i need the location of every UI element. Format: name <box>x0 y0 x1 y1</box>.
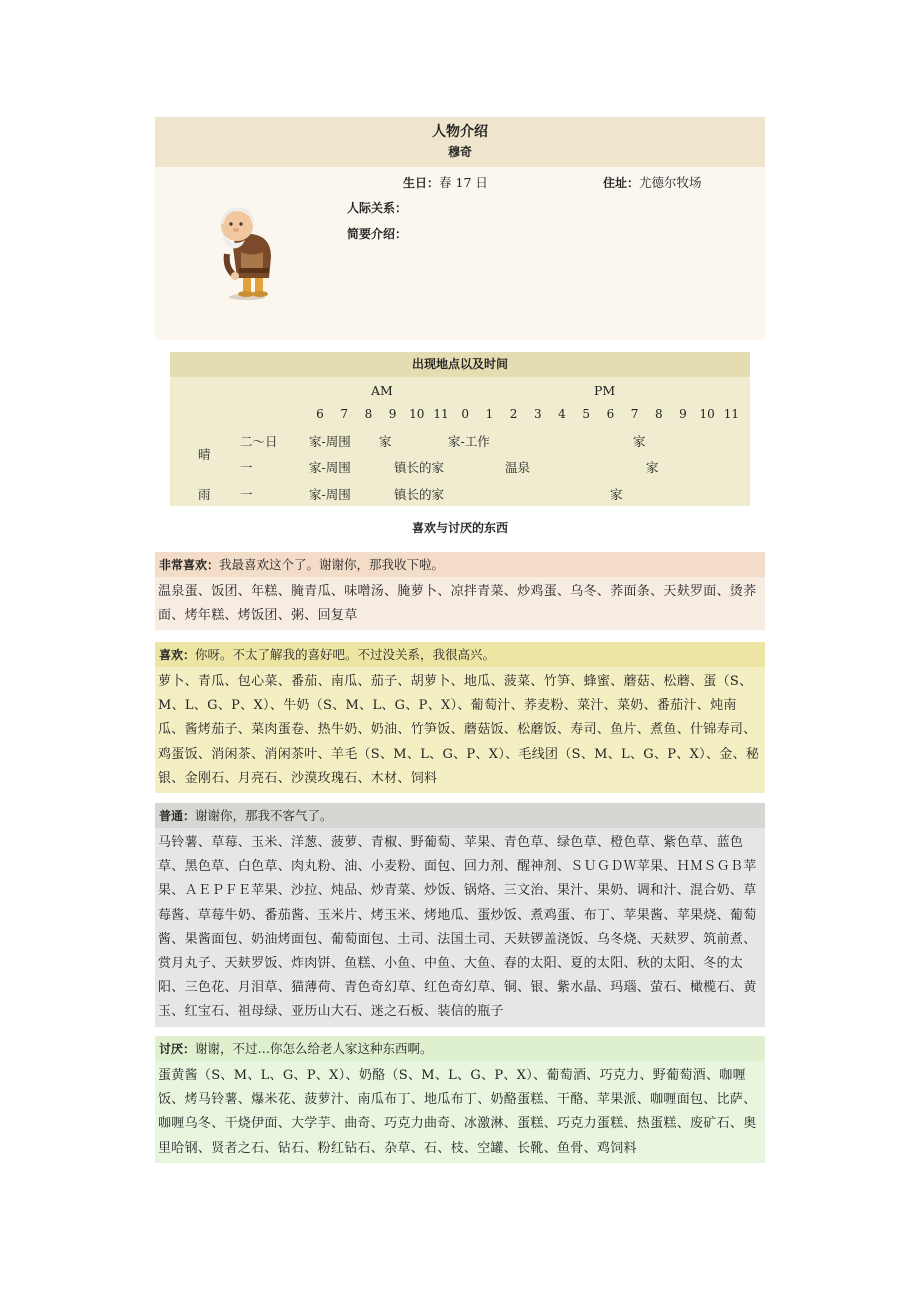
hour-label: 8 <box>364 407 373 421</box>
dislike-header <box>155 1036 765 1061</box>
hour-label: 1 <box>485 407 494 421</box>
schedule-slot: 家 <box>633 434 646 449</box>
relations-field <box>347 199 407 216</box>
schedule-days: 二～日 <box>240 434 278 449</box>
normal-items: 马铃薯、草莓、玉米、洋葱、菠萝、青椒、野葡萄、苹果、青色草、绿色草、橙色草、紫色草、蓝色草、黑色草、白色草、肉丸粉、油、小麦粉、面包、回力剂、醒神剂、ＳＵＧＤＷ苹果、ＨＭＳＧＢ苹果、ＡＥＰＦＥ苹果、沙拉、炖品、炒青菜、炒饭、锅烙、三文治、果汁、果奶、调和汁、混合奶、草莓酱、草莓牛奶、番茄酱、玉米片、烤玉米、烤地瓜、蛋炒饭、煮鸡蛋、布丁、苹果酱、苹果烧、葡萄酱、果酱面包、奶油烤面包、葡萄面包、土司、法国土司、天麸锣盖浇饭、乌冬烧、天麸罗、筑前煮、赏月丸子、天麸罗饭、炸肉饼、鱼糕、小鱼、中鱼、大鱼、春的太阳、夏的太阳、秋的太阳、冬的太阳、三色花、月泪草、猫薄荷、青色奇幻草、红色奇幻草、铜、银、紫水晶、玛瑙、萤石、橄榄石、黄玉、红宝石、祖母绿、亚历山大石、迷之石板、装信的瓶子 <box>155 828 765 1027</box>
like-quote: 你呀。不太了解我的喜好吧。不过没关系，我很高兴。 <box>195 647 496 662</box>
hour-label: 7 <box>630 407 639 421</box>
very-like-label: 非常喜欢： <box>159 558 220 572</box>
weather-rainy: 雨 <box>198 487 211 502</box>
schedule-slot: 家 <box>610 487 623 502</box>
hour-label: 2 <box>509 407 518 421</box>
hour-label: 11 <box>433 407 449 421</box>
hour-label: 9 <box>679 407 687 421</box>
profile-header <box>155 117 765 167</box>
hour-label: 10 <box>699 407 715 421</box>
pm-label: PM <box>594 383 616 398</box>
very-like-quote: 我最喜欢这个了。谢谢你，那我收下啦。 <box>219 557 445 572</box>
schedule-slot: 家-周围 <box>309 434 351 449</box>
schedule-title: 出现地点以及时间 <box>170 352 750 377</box>
schedule-table <box>170 352 750 506</box>
hour-label: 6 <box>316 407 324 421</box>
normal-section <box>155 803 765 1027</box>
very-like-header <box>155 552 765 577</box>
schedule-slot: 家 <box>646 460 659 475</box>
intro-label: 简要介绍： <box>347 227 408 241</box>
hour-label: 3 <box>533 407 542 421</box>
character-portrait <box>213 202 283 302</box>
dislike-quote: 谢谢，不过…你怎么给老人家这种东西啊。 <box>195 1041 433 1056</box>
very-like-items: 温泉蛋、饭团、年糕、腌青瓜、味噌汤、腌萝卜、凉拌青菜、炒鸡蛋、乌冬、荞面条、天麸罗面、烫荞面、烤年糕、烤饭团、粥、回复草 <box>155 577 765 630</box>
hour-label: 5 <box>582 407 590 421</box>
birthday-value: 春 17 日 <box>439 175 488 190</box>
am-label: AM <box>371 383 393 398</box>
hour-label: 10 <box>409 407 425 421</box>
like-items: 萝卜、青瓜、包心菜、番茄、南瓜、茄子、胡萝卜、地瓜、菠菜、竹笋、蜂蜜、蘑菇、松蘑、蛋（S、M、L、G、P、X）、牛奶（S、M、L、G、P、X）、葡萄汁、荞麦粉、菜汁、菜奶、番茄汁、炖南瓜、酱烤茄子、菜肉蛋卷、热牛奶、奶油、竹笋饭、蘑菇饭、松蘑饭、寿司、鱼片、煮鱼、什锦寿司、鸡蛋饭、消闲茶、消闲茶叶、羊毛（S、M、L、G、P、X）、毛线团（S、M、L、G、P、X）、金、秘银、金刚石、月亮石、沙漠玫瑰石、木材、饲料 <box>155 667 765 793</box>
hour-label: 9 <box>388 407 397 421</box>
very-like-section <box>155 552 765 630</box>
likes-section-title: 喜欢与讨厌的东西 <box>411 521 508 535</box>
schedule-slot: 家-周围 <box>309 460 351 475</box>
normal-label: 普通： <box>159 809 196 823</box>
hour-label: 0 <box>461 407 469 421</box>
normal-quote: 谢谢你，那我不客气了。 <box>195 808 333 823</box>
normal-header <box>155 803 765 828</box>
birthday-field <box>403 173 488 191</box>
hour-label: 7 <box>340 407 348 421</box>
dislike-items: 蛋黄酱（S、M、L、G、P、X）、奶酪（S、M、L、G、P、X）、葡萄酒、巧克力、野葡萄酒、咖喱饭、烤马铃薯、爆米花、菠萝汁、南瓜布丁、地瓜布丁、奶酪蛋糕、干酪、苹果派、咖喱面包、比萨、咖喱乌冬、干烧伊面、大学芋、曲奇、巧克力曲奇、冰激淋、蛋糕、巧克力蛋糕、热蛋糕、废矿石、奥里哈钢、贤者之石、钻石、粉红钻石、杂草、石、枝、空罐、长靴、鱼骨、鸡饲料 <box>155 1061 765 1163</box>
schedule-days: 一 <box>240 460 253 475</box>
hour-label: 6 <box>606 407 615 421</box>
schedule-slot: 家 <box>379 434 392 449</box>
dislike-label: 讨厌： <box>159 1042 196 1056</box>
character-name: 穆奇 <box>447 145 472 159</box>
schedule-days: 一 <box>240 487 253 502</box>
intro-field <box>347 225 407 242</box>
hour-label: 8 <box>654 407 663 421</box>
hour-label: 4 <box>558 407 566 421</box>
like-header <box>155 642 765 667</box>
relations-label: 人际关系： <box>347 201 408 215</box>
schedule-slot: 镇长的家 <box>394 487 445 502</box>
weather-sunny: 晴 <box>198 447 211 462</box>
birthday-label: 生日： <box>403 176 440 190</box>
profile-title: 人物介绍 <box>432 124 488 140</box>
schedule-slot: 温泉 <box>505 460 531 475</box>
address-field <box>603 173 702 191</box>
address-value: 尤德尔牧场 <box>639 175 702 190</box>
address-label: 住址： <box>603 176 640 190</box>
schedule-slot: 镇长的家 <box>394 460 445 475</box>
like-section <box>155 642 765 793</box>
profile-card <box>155 117 765 340</box>
schedule-slot: 家-工作 <box>448 434 490 449</box>
hour-label: 11 <box>723 407 740 421</box>
schedule-slot: 家-周围 <box>309 487 351 502</box>
dislike-section <box>155 1036 765 1163</box>
like-label: 喜欢： <box>159 648 196 662</box>
